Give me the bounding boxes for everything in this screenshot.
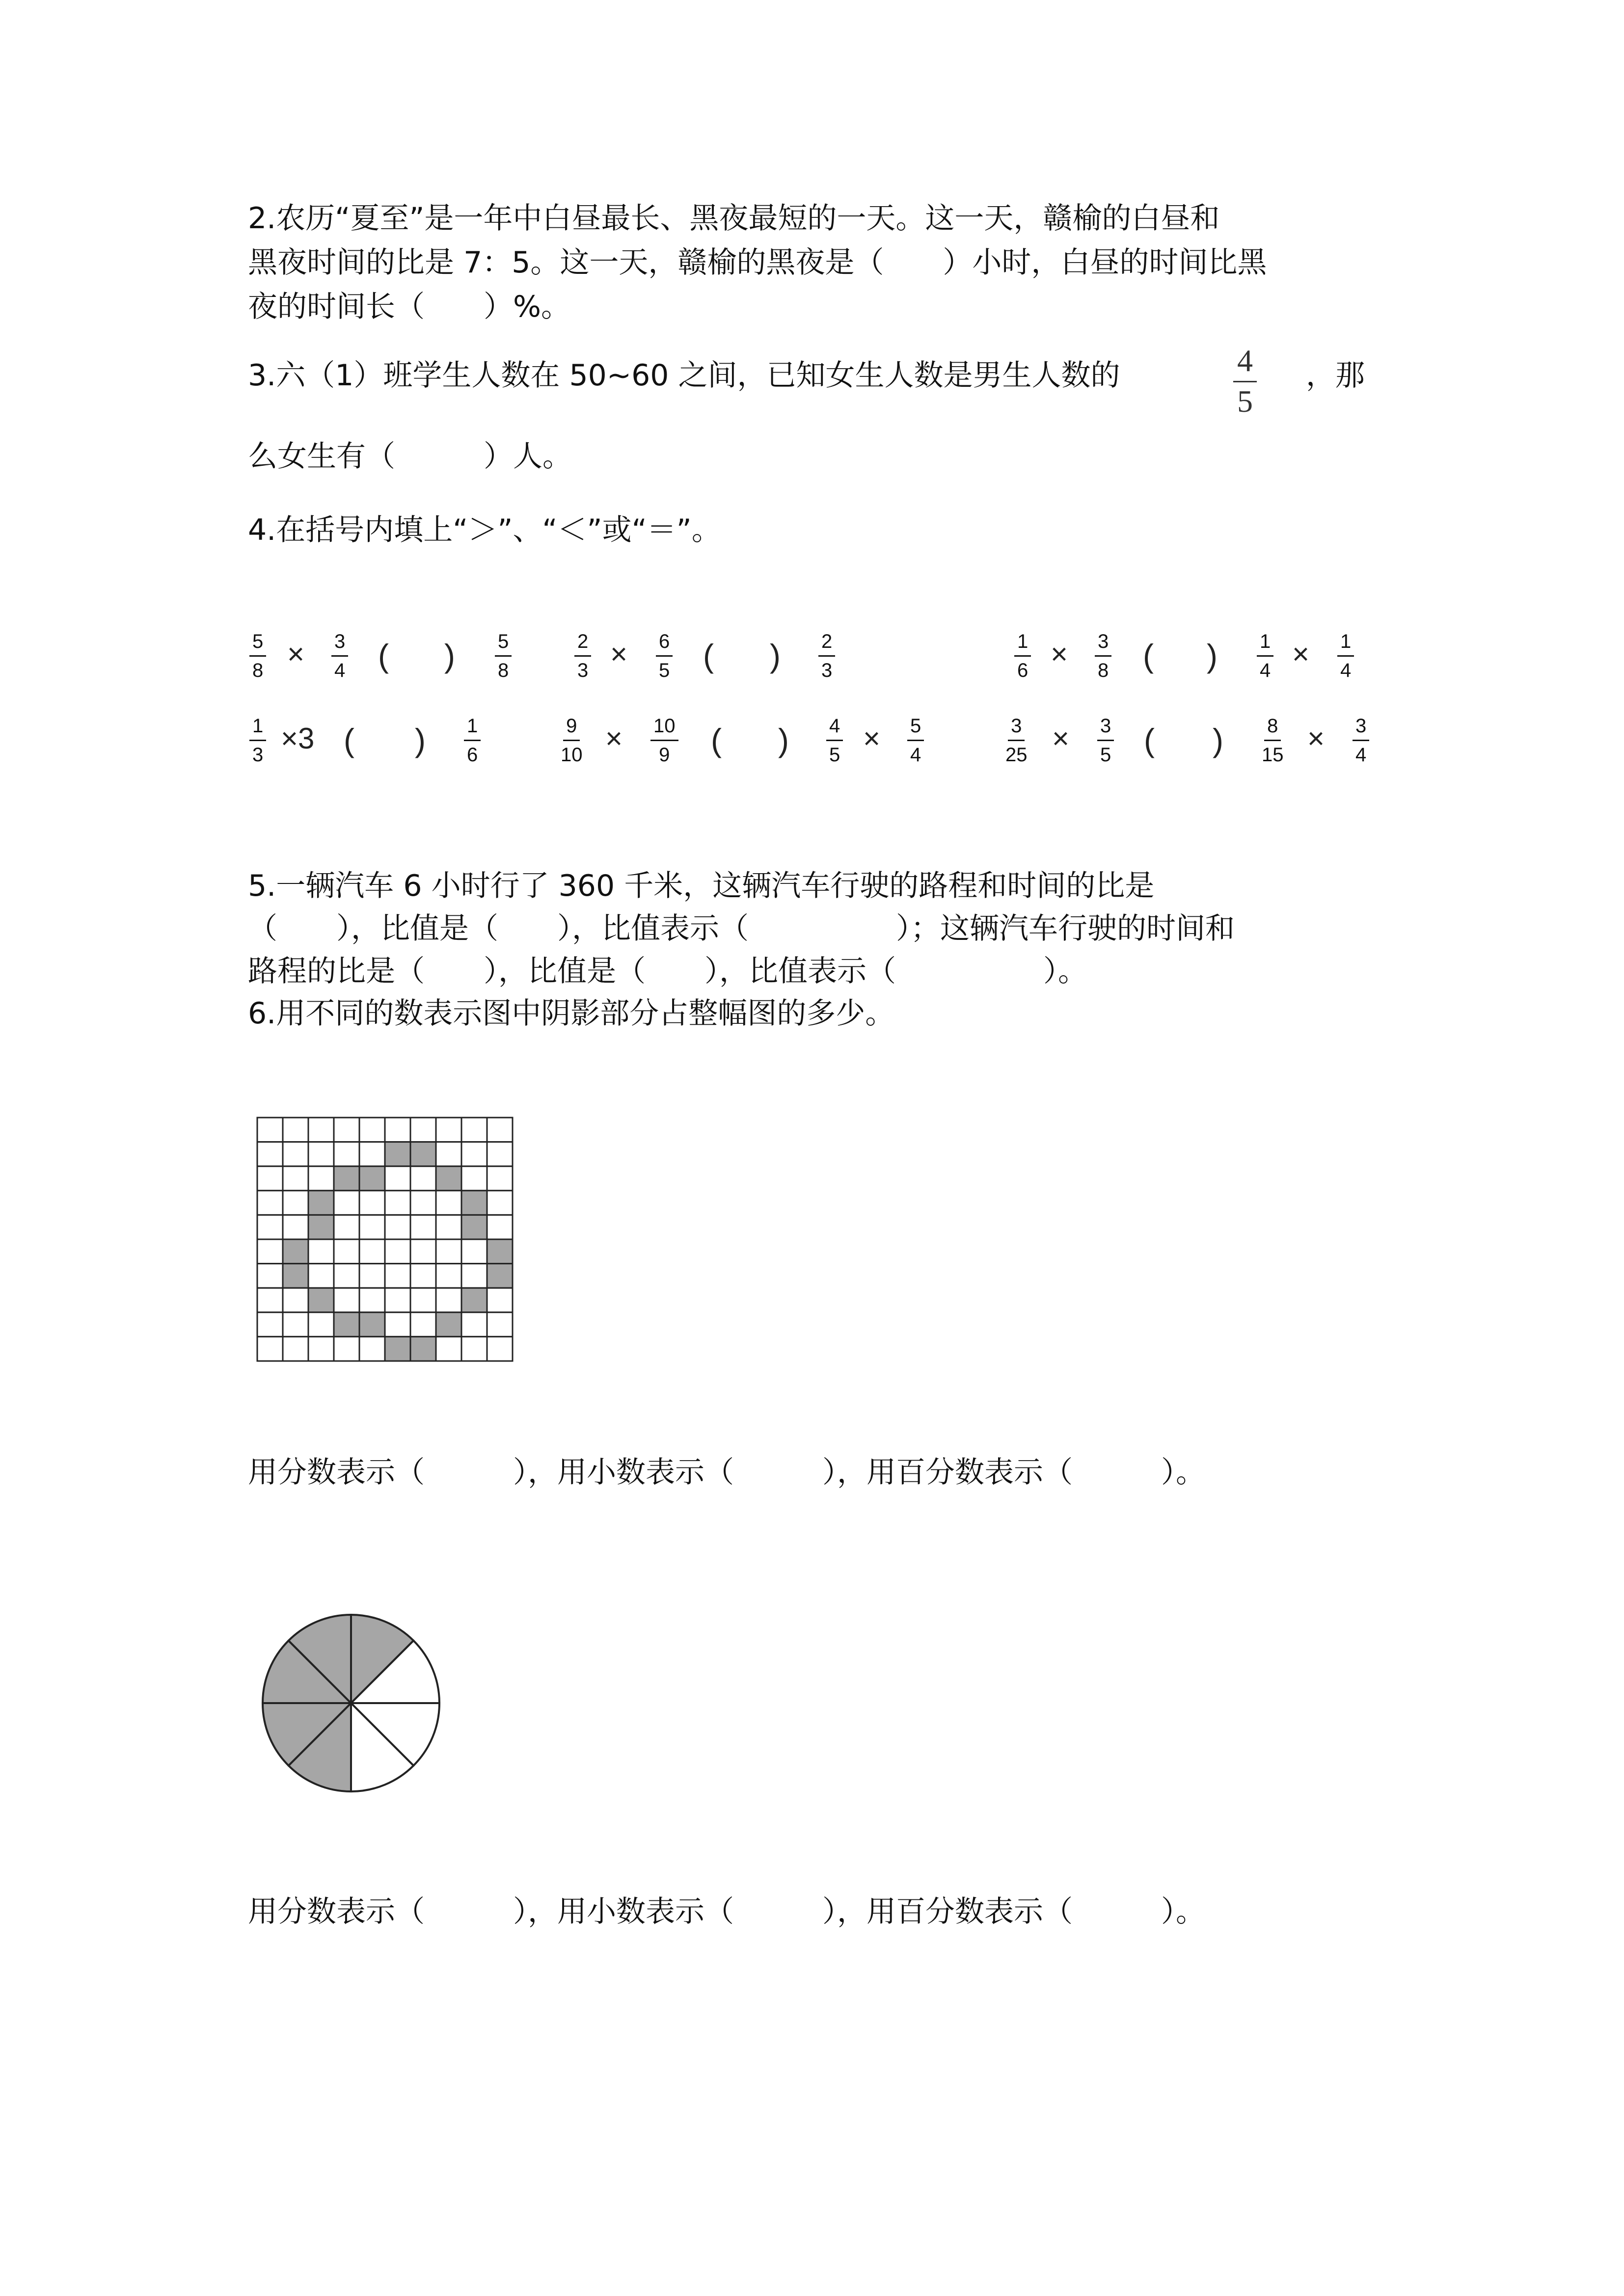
grid-cell <box>385 1215 410 1239</box>
grid-cell <box>410 1336 436 1361</box>
grid-cell <box>257 1191 283 1215</box>
grid-cell <box>308 1312 334 1337</box>
q4-r2c2-times: × <box>605 722 623 755</box>
q4-r2c1-f1: $\frac{1}{3}$ <box>249 714 266 767</box>
grid-cell <box>487 1215 513 1239</box>
grid-cell <box>436 1288 461 1312</box>
grid-cell <box>385 1239 410 1264</box>
grid-cell <box>385 1288 410 1312</box>
grid-cell <box>257 1288 283 1312</box>
grid-cell <box>461 1312 487 1337</box>
q4-r2c3-close: ) <box>1213 722 1223 758</box>
q4-r2c2-close: ) <box>778 722 789 758</box>
q6-instruction: 6.用不同的数表示图中阴影部分占整幅图的多少。 <box>248 996 895 1031</box>
grid-cell <box>308 1264 334 1288</box>
grid-cell <box>487 1118 513 1142</box>
grid-cell <box>359 1312 385 1337</box>
grid-cell <box>334 1191 359 1215</box>
q5-line2: （ ），比值是（ ），比值表示（ ）；这辆汽车行驶的时间和 <box>248 911 1235 946</box>
q3-line2: 么女生有（ ）人。 <box>248 439 572 474</box>
q4-r1c3-rhs1: $\frac{1}{4}$ <box>1257 630 1273 682</box>
grid-cell <box>308 1336 334 1361</box>
grid-cell <box>257 1312 283 1337</box>
q4-r1c2-close: ) <box>770 638 781 674</box>
grid-cell <box>487 1288 513 1312</box>
q4-r2c3-open: ( <box>1144 722 1155 758</box>
q4-r2c2-rhs2: $\frac{5}{4}$ <box>907 714 924 767</box>
grid-cell <box>257 1118 283 1142</box>
q4-r2c2-rhs1: $\frac{4}{5}$ <box>826 714 843 767</box>
grid-cell <box>385 1336 410 1361</box>
q4-r1c2-times: × <box>610 638 628 670</box>
grid-cell <box>308 1118 334 1142</box>
grid-cell <box>359 1166 385 1191</box>
grid-cell <box>359 1239 385 1264</box>
q2-line3: 夜的时间长（ ）%。 <box>248 290 571 324</box>
grid-cell <box>334 1118 359 1142</box>
q3-line1: 3.六（1）班学生人数在 50~60 之间，已知女生人数是男生人数的 <box>248 358 1120 393</box>
grid-cell <box>410 1288 436 1312</box>
grid-cell <box>436 1118 461 1142</box>
grid-cell <box>410 1239 436 1264</box>
grid-cell <box>410 1118 436 1142</box>
q4-r2c2-f1: $\frac{9}{10}$ <box>561 715 583 766</box>
grid-cell <box>385 1142 410 1167</box>
grid-cell <box>487 1191 513 1215</box>
grid-cell <box>436 1336 461 1361</box>
grid-cell <box>257 1215 283 1239</box>
grid-cell <box>283 1312 308 1337</box>
q4-r1c3-close: ) <box>1207 638 1218 674</box>
grid-cell <box>461 1166 487 1191</box>
grid-cell <box>308 1239 334 1264</box>
grid-cell <box>487 1142 513 1167</box>
q4-r1c3-rhs2: $\frac{1}{4}$ <box>1337 630 1354 682</box>
q2-line2: 黑夜时间的比是 7：5。这一天，赣榆的黑夜是（ ）小时，白昼的时间比黑 <box>248 245 1267 280</box>
q5-line3: 路程的比是（ ），比值是（ ），比值表示（ ）。 <box>248 954 1087 988</box>
grid-cell <box>487 1264 513 1288</box>
grid-cell <box>359 1215 385 1239</box>
grid-cell <box>257 1142 283 1167</box>
q3-fraction-numerator: 4 <box>1233 344 1257 382</box>
grid-cell <box>461 1239 487 1264</box>
q4-r1c3-times2: × <box>1292 638 1310 670</box>
grid-cell <box>461 1288 487 1312</box>
grid-cell <box>410 1215 436 1239</box>
grid-cell <box>257 1264 283 1288</box>
q4-r1c2-f2: $\frac{6}{5}$ <box>656 630 673 682</box>
shaded-circle-figure <box>258 1610 444 1796</box>
grid-cell <box>359 1142 385 1167</box>
shaded-grid-figure <box>256 1117 514 1362</box>
grid-cell <box>410 1191 436 1215</box>
q4-r1c1-open: ( <box>378 638 389 674</box>
grid-cell <box>257 1336 283 1361</box>
grid-cell <box>359 1336 385 1361</box>
grid-cell <box>436 1142 461 1167</box>
q4-r2c1-open: ( <box>344 722 354 758</box>
grid-cell <box>257 1239 283 1264</box>
grid-cell <box>334 1288 359 1312</box>
grid-cell <box>436 1264 461 1288</box>
q4-r2c3-f2: $\frac{3}{5}$ <box>1097 714 1114 767</box>
grid-cell <box>461 1215 487 1239</box>
grid-cell <box>461 1336 487 1361</box>
q4-r1c3-open: ( <box>1143 638 1154 674</box>
grid-cell <box>436 1312 461 1337</box>
q4-r1c3-f1: $\frac{1}{6}$ <box>1014 630 1031 682</box>
grid-cell <box>283 1118 308 1142</box>
grid-cell <box>283 1288 308 1312</box>
grid-cell <box>461 1118 487 1142</box>
grid-cell <box>385 1264 410 1288</box>
q4-r1c1-rhs: $\frac{5}{8}$ <box>495 630 512 682</box>
grid-cell <box>359 1288 385 1312</box>
grid-cell <box>257 1166 283 1191</box>
q4-instruction: 4.在括号内填上“＞”、“＜”或“＝”。 <box>248 513 721 547</box>
q4-r2c3-rhs1: $\frac{8}{15}$ <box>1262 715 1284 766</box>
grid-cell <box>334 1142 359 1167</box>
q6-answer1: 用分数表示（ ），用小数表示（ ），用百分数表示（ ）。 <box>248 1455 1205 1490</box>
grid-cell <box>308 1166 334 1191</box>
grid-cell <box>385 1118 410 1142</box>
q4-r2c2-times2: × <box>863 722 881 755</box>
grid-cell <box>334 1166 359 1191</box>
q4-r2c1-close: ) <box>415 722 426 758</box>
grid-cell <box>283 1142 308 1167</box>
grid-cell <box>487 1239 513 1264</box>
q4-r1c2-f1: $\frac{2}{3}$ <box>574 630 591 682</box>
grid-cell <box>410 1142 436 1167</box>
grid-cell <box>334 1264 359 1288</box>
grid-cell <box>359 1118 385 1142</box>
q4-r2c2-f2: $\frac{10}{9}$ <box>650 714 678 767</box>
grid-cell <box>385 1166 410 1191</box>
q4-r2c1-rhs: $\frac{1}{6}$ <box>464 714 481 767</box>
grid-cell <box>461 1264 487 1288</box>
grid-cell <box>410 1166 436 1191</box>
q4-r1c1-close: ) <box>444 638 455 674</box>
grid-cell <box>410 1312 436 1337</box>
grid-cell <box>283 1336 308 1361</box>
q3-line1-tail: ，那 <box>1306 358 1365 393</box>
q4-r2c3-rhs2: $\frac{3}{4}$ <box>1353 714 1369 767</box>
grid-cell <box>487 1312 513 1337</box>
q4-r1c1-f1: $\frac{5}{8}$ <box>249 630 266 682</box>
q4-r2c3-f1: $\frac{3}{25}$ <box>1005 715 1028 766</box>
grid-cell <box>283 1215 308 1239</box>
grid-cell <box>461 1142 487 1167</box>
q4-r1c3-f2: $\frac{3}{8}$ <box>1095 630 1111 682</box>
q4-r2c2-open: ( <box>711 722 722 758</box>
grid-cell <box>283 1239 308 1264</box>
grid-cell <box>487 1336 513 1361</box>
q4-r1c2-open: ( <box>703 638 714 674</box>
grid-cell <box>436 1239 461 1264</box>
grid-cell <box>334 1312 359 1337</box>
q2-line1: 2.农历“夏至”是一年中白昼最长、黑夜最短的一天。这一天，赣榆的白昼和 <box>248 201 1220 236</box>
grid-cell <box>436 1215 461 1239</box>
grid-cell <box>308 1142 334 1167</box>
q3-fraction <box>1233 344 1257 419</box>
grid-cell <box>334 1215 359 1239</box>
q4-r2c3-times: × <box>1052 722 1070 755</box>
q3-fraction-denominator: 5 <box>1237 384 1253 419</box>
grid-cell <box>461 1191 487 1215</box>
grid-cell <box>308 1288 334 1312</box>
grid-cell <box>283 1191 308 1215</box>
grid-cell <box>308 1215 334 1239</box>
grid-cell <box>359 1191 385 1215</box>
q5-line1: 5.一辆汽车 6 小时行了 360 千米，这辆汽车行驶的路程和时间的比是 <box>248 869 1155 903</box>
grid-cell <box>308 1191 334 1215</box>
grid-cell <box>283 1166 308 1191</box>
q4-r1c1-times: × <box>287 638 305 670</box>
grid-cell <box>359 1264 385 1288</box>
grid-cell <box>436 1191 461 1215</box>
grid-cell <box>385 1191 410 1215</box>
q4-r1c1-f2: $\frac{3}{4}$ <box>331 630 348 682</box>
grid-cell <box>334 1336 359 1361</box>
grid-cell <box>283 1264 308 1288</box>
q4-r2c3-times2: × <box>1307 722 1325 755</box>
q4-r1c3-times: × <box>1051 638 1068 670</box>
grid-cell <box>436 1166 461 1191</box>
grid-cell <box>334 1239 359 1264</box>
grid-cell <box>410 1264 436 1288</box>
q6-answer2: 用分数表示（ ），用小数表示（ ），用百分数表示（ ）。 <box>248 1895 1205 1929</box>
q4-r1c2-rhs: $\frac{2}{3}$ <box>818 630 835 682</box>
grid-cell <box>385 1312 410 1337</box>
q4-r2c1-times3: ×3 <box>281 722 315 755</box>
grid-cell <box>487 1166 513 1191</box>
